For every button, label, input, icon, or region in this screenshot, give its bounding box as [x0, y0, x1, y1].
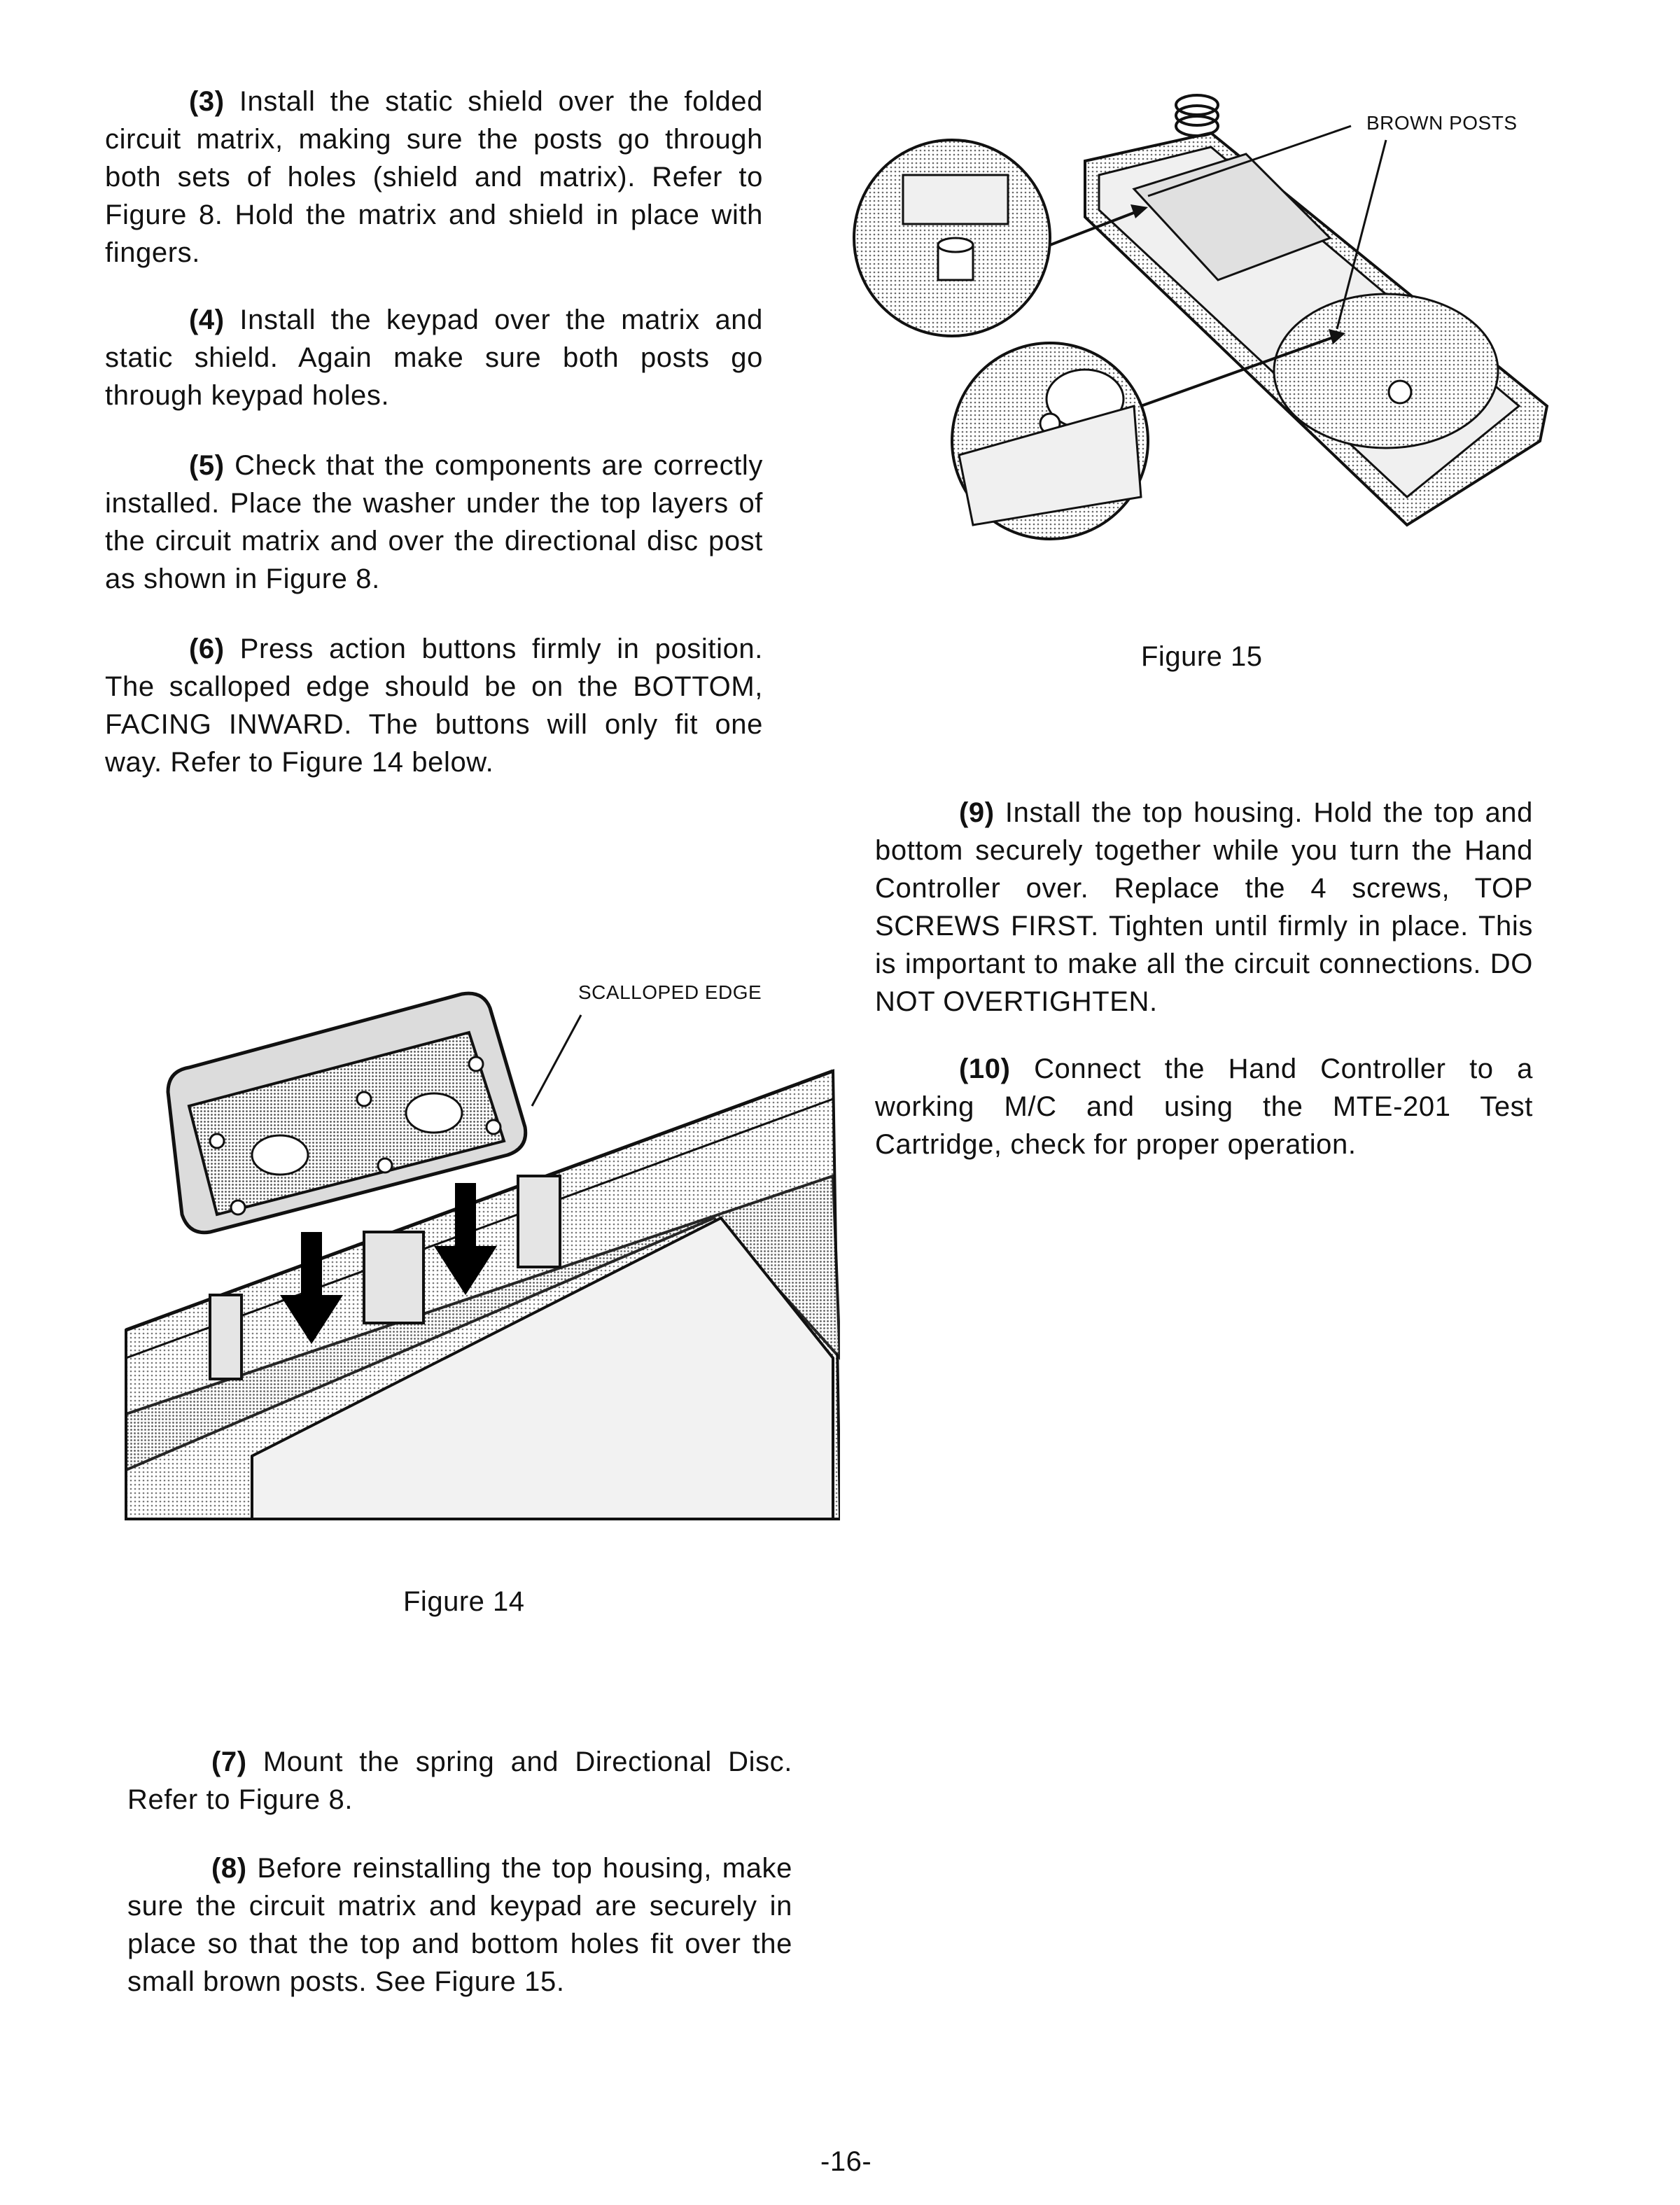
step-3-text: Install the static shield over the folded circuit matrix, making sure the posts go through both sets of holes (shield and matrix). Refer to Figure 8. Hold the matrix and shield in place with fingers. — [105, 86, 763, 268]
figure-15-caption: Figure 15 — [1141, 641, 1263, 672]
step-7-paragraph — [127, 1743, 792, 1819]
step-4-number: (4) — [189, 304, 225, 335]
step-3-number: (3) — [189, 86, 225, 117]
step-9-text: Install the top housing. Hold the top and bottom securely together while you turn the Hand Controller over. Replace the 4 screws, TOP SCREWS FIRST. Tighten until firmly in place. This is important to make all the circuit connections. DO NOT OVERTIGHTEN. — [875, 797, 1534, 1017]
step-9-number: (9) — [959, 797, 995, 828]
step-10-paragraph — [875, 1050, 1533, 1163]
step-8-text: Before reinstalling the top housing, make sure the circuit matrix and keypad are securely in place so that the top and bottom holes fit over the small brown posts. See Figure 15. — [127, 1853, 792, 1997]
step-6-text: Press action buttons firmly in position. The scalloped edge should be on the BOTTOM, FACING INWARD. The buttons will only fit one way. Refer to Figure 14 below. — [105, 634, 763, 778]
scalloped-edge-callout: SCALLOPED EDGE — [578, 981, 762, 1003]
figure-15-illustration — [847, 77, 1561, 553]
step-4-text: Install the keypad over the matrix and static shield. Again make sure both posts go through keypad holes. — [105, 304, 763, 411]
step-5-paragraph — [105, 447, 763, 598]
figure-14-illustration — [112, 966, 840, 1526]
step-5-text: Check that the components are correctly installed. Place the washer under the top layers of the circuit matrix and over the directional disc post as shown in Figure 8. — [105, 450, 763, 594]
step-7-number: (7) — [211, 1746, 247, 1777]
step-9-paragraph — [875, 794, 1533, 1021]
step-3-paragraph — [105, 83, 763, 272]
step-4-paragraph — [105, 301, 763, 414]
page-number: -16- — [820, 2146, 872, 2177]
step-8-paragraph — [127, 1849, 792, 2001]
step-5-number: (5) — [189, 450, 225, 481]
step-10-text: Connect the Hand Controller to a working M/C and using the MTE-201 Test Cartridge, check for proper operation. — [875, 1054, 1533, 1160]
step-10-number: (10) — [959, 1054, 1011, 1084]
step-7-text: Mount the spring and Directional Disc. Refer to Figure 8. — [127, 1746, 792, 1815]
step-8-number: (8) — [211, 1853, 247, 1884]
brown-posts-callout: BROWN POSTS — [1366, 112, 1518, 134]
step-6-paragraph — [105, 630, 763, 781]
figure-14-caption: Figure 14 — [403, 1586, 525, 1617]
step-6-number: (6) — [189, 634, 225, 664]
